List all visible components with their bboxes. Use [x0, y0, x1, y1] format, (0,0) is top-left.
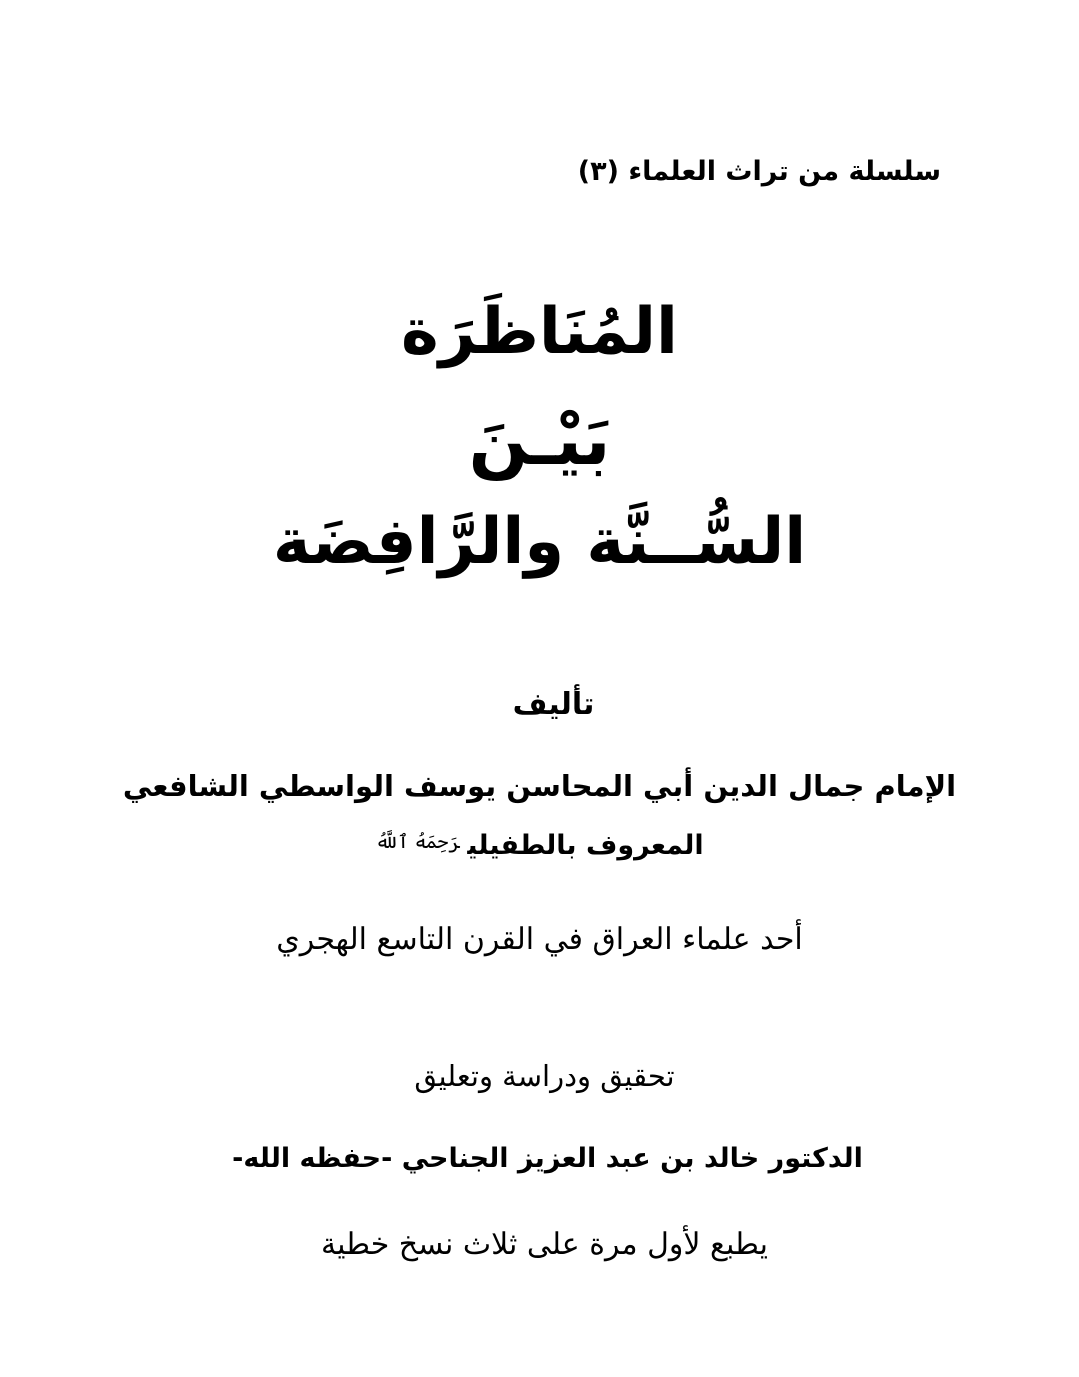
author-name: الإمام جمال الدين أبي المحاسن يوسف الواسطي الشافعي — [122, 769, 957, 803]
book-title-line-3: السُّــنَّة والرَّافِضَة — [272, 505, 807, 579]
author-description: أحد علماء العراق في القرن التاسع الهجري — [276, 922, 803, 957]
book-title-line-2: بَيْـنَ — [468, 399, 611, 481]
author-known-as-text: المعروف بالطفيلي — [467, 830, 704, 861]
editing-label: تحقيق ودراسة وتعليق — [414, 1059, 675, 1093]
author-known-as — [0, 832, 1079, 859]
book-title-line-1: المُنَاظَرَة — [401, 295, 678, 369]
editor-name: الدكتور خالد بن عبد العزيز الجناحي -حفظه الله- — [232, 1143, 863, 1174]
print-note: يطبع لأول مرة على ثلاث نسخ خطية — [320, 1227, 769, 1262]
authored-by-label: تأليف — [512, 687, 595, 722]
honorific-glyph: رَحِمَهُ ٱللَّهُ — [375, 831, 460, 853]
series-label: سلسلة من تراث العلماء (٣) — [577, 156, 941, 187]
